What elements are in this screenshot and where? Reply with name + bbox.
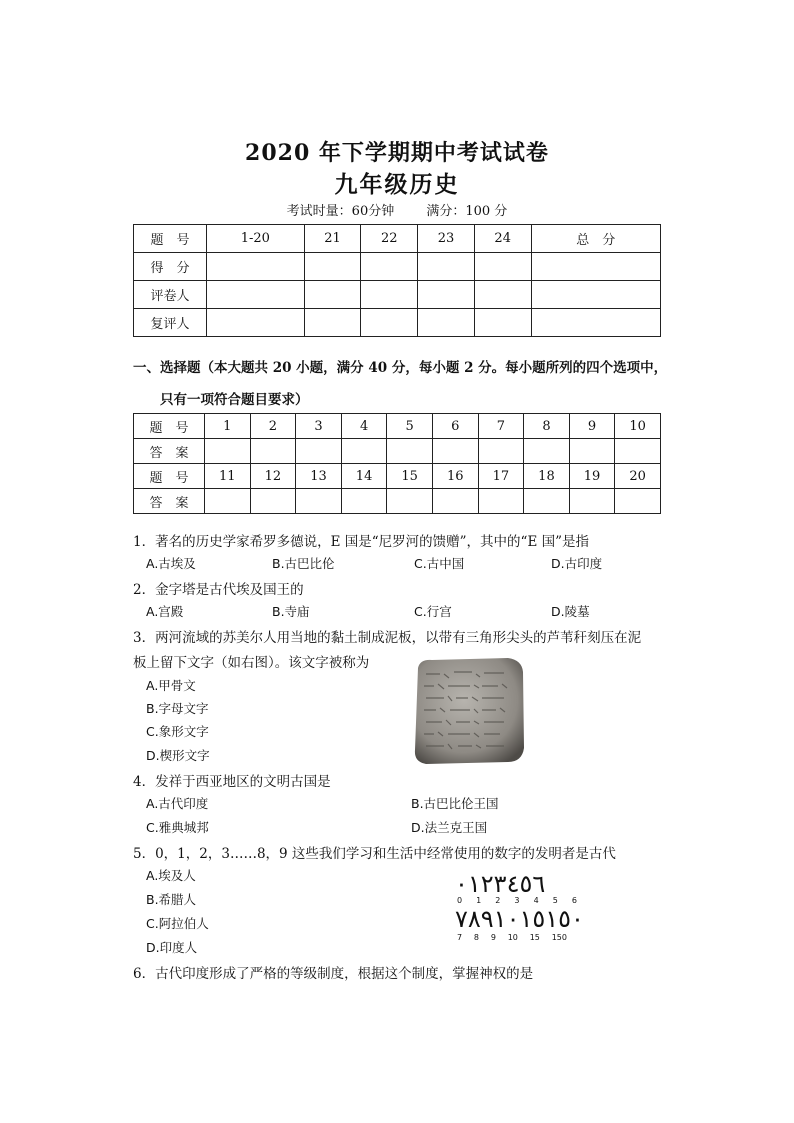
exam-title: 2020 年下学期期中考试试卷	[245, 140, 549, 166]
score-header-cell: 23	[418, 225, 475, 253]
question-3: 3．两河流域的苏美尔人用当地的黏土制成泥板，以带有三角形尖头的芦苇秆刻压在泥	[133, 630, 642, 646]
numeral-label: 1	[476, 896, 482, 905]
score-header-cell: 24	[474, 225, 531, 253]
question-number: 17	[478, 464, 524, 489]
score-table	[133, 224, 661, 337]
question-5: 5．0，1，2，3……8，9 这些我们学习和生活中经常使用的数字的发明者是古代	[133, 846, 616, 862]
question-number: 13	[296, 464, 342, 489]
option-d[interactable]: D.法兰克王国	[411, 820, 488, 835]
answer-num-label: 题 号	[134, 414, 205, 439]
numeral-label: 6	[571, 896, 577, 905]
answer-cell[interactable]	[478, 489, 524, 514]
question-2: 2．金字塔是古代埃及国王的	[133, 582, 304, 598]
answer-num-row	[134, 414, 661, 439]
section-heading: 一、选择题（本大题共 20 小题，满分 40 分，每小题 2 分。每小题所列的四个选项中，	[133, 360, 668, 376]
answer-cell[interactable]	[524, 439, 570, 464]
option-b[interactable]: B.古巴比伦	[272, 556, 335, 571]
question-number: 6	[432, 414, 478, 439]
exam-meta	[0, 200, 794, 219]
score-cell[interactable]	[531, 253, 660, 281]
section-heading-cont: 只有一项符合题目要求）	[160, 392, 309, 408]
answer-label: 答 案	[134, 439, 205, 464]
score-row-label: 复评人	[134, 309, 207, 337]
question-number: 5	[387, 414, 433, 439]
exam-time: 考试时量：60分钟	[286, 204, 395, 219]
score-cell[interactable]	[207, 309, 305, 337]
score-cell[interactable]	[361, 281, 418, 309]
option-a[interactable]: A.宫殿	[146, 604, 184, 619]
score-cell[interactable]	[207, 281, 305, 309]
option-c[interactable]: C.古中国	[414, 556, 465, 571]
score-cell[interactable]	[304, 281, 361, 309]
score-cell[interactable]	[361, 309, 418, 337]
answer-cell[interactable]	[205, 489, 251, 514]
answer-num-label: 题 号	[134, 464, 205, 489]
question-number: 11	[205, 464, 251, 489]
answer-cell[interactable]	[205, 439, 251, 464]
question-number: 15	[387, 464, 433, 489]
score-cell[interactable]	[418, 281, 475, 309]
answer-cell[interactable]	[250, 439, 296, 464]
answer-table	[133, 413, 661, 514]
numerals-row1-labels	[457, 896, 577, 905]
question-3-cont: 板上留下文字（如右图）。该文字被称为	[133, 655, 370, 671]
score-row	[134, 309, 661, 337]
question-number: 10	[615, 414, 661, 439]
exam-full-score: 满分：100 分	[426, 204, 508, 219]
numerals-row2-glyphs: ٧٨٩١٠١٥١٥٠	[455, 905, 584, 933]
option-a[interactable]: A.古埃及	[146, 556, 196, 571]
score-cell[interactable]	[531, 281, 660, 309]
question-number: 9	[569, 414, 615, 439]
score-header-cell: 总 分	[531, 225, 660, 253]
numeral-label: 8	[473, 933, 479, 942]
answer-label: 答 案	[134, 489, 205, 514]
numerals-row2-labels	[457, 933, 567, 942]
question-number: 2	[250, 414, 296, 439]
answer-cell[interactable]	[615, 439, 661, 464]
question-number: 18	[524, 464, 570, 489]
score-cell[interactable]	[474, 281, 531, 309]
numeral-label: 2	[495, 896, 501, 905]
exam-subtitle: 九年级历史	[334, 171, 460, 198]
answer-cell[interactable]	[432, 489, 478, 514]
answer-cell[interactable]	[432, 439, 478, 464]
question-number: 19	[569, 464, 615, 489]
option-d[interactable]: D.古印度	[551, 556, 603, 571]
question-number: 16	[432, 464, 478, 489]
score-row	[134, 253, 661, 281]
question-number: 8	[524, 414, 570, 439]
score-cell[interactable]	[207, 253, 305, 281]
numeral-label: 150	[551, 933, 567, 942]
answer-cell[interactable]	[478, 439, 524, 464]
numerals-row1-glyphs: ٠١٢٣٤٥٦	[455, 870, 546, 898]
option-a[interactable]: A.埃及人	[146, 868, 196, 883]
score-header-cell: 1-20	[207, 225, 305, 253]
numeral-label: 0	[457, 896, 463, 905]
score-cell[interactable]	[474, 253, 531, 281]
option-b[interactable]: B.希腊人	[146, 892, 197, 907]
option-b[interactable]: B.古巴比伦王国	[411, 796, 499, 811]
answer-row	[134, 439, 661, 464]
answer-cell[interactable]	[387, 439, 433, 464]
numerals-figure	[455, 870, 584, 944]
score-cell[interactable]	[418, 253, 475, 281]
option-c[interactable]: C.阿拉伯人	[146, 916, 209, 931]
answer-cell[interactable]	[615, 489, 661, 514]
question-4: 4．发祥于西亚地区的文明古国是	[133, 774, 331, 790]
question-number: 12	[250, 464, 296, 489]
score-cell[interactable]	[304, 309, 361, 337]
option-a[interactable]: A.古代印度	[146, 796, 209, 811]
answer-num-row	[134, 464, 661, 489]
score-cell[interactable]	[361, 253, 418, 281]
answer-cell[interactable]	[569, 439, 615, 464]
score-header-cell: 22	[361, 225, 418, 253]
question-number: 14	[341, 464, 387, 489]
score-cell[interactable]	[304, 253, 361, 281]
option-d[interactable]: D.楔形文字	[146, 748, 210, 763]
answer-cell[interactable]	[524, 489, 570, 514]
answer-cell[interactable]	[387, 489, 433, 514]
numeral-label: 15	[529, 933, 540, 942]
answer-cell[interactable]	[250, 489, 296, 514]
question-number: 7	[478, 414, 524, 439]
score-cell[interactable]	[418, 309, 475, 337]
question-number: 4	[341, 414, 387, 439]
score-row-label: 得 分	[134, 253, 207, 281]
answer-cell[interactable]	[341, 439, 387, 464]
answer-cell[interactable]	[296, 439, 342, 464]
option-c[interactable]: C.行宫	[414, 604, 452, 619]
numeral-label: 3	[514, 896, 520, 905]
option-c[interactable]: C.象形文字	[146, 724, 209, 739]
numeral-label: 4	[533, 896, 539, 905]
cuneiform-tablet-image	[410, 656, 528, 766]
option-c[interactable]: C.雅典城邦	[146, 820, 209, 835]
option-d[interactable]: D.陵墓	[551, 604, 590, 619]
numeral-label: 5	[552, 896, 558, 905]
score-cell[interactable]	[531, 309, 660, 337]
score-row	[134, 281, 661, 309]
score-row-label: 评卷人	[134, 281, 207, 309]
question-1: 1．著名的历史学家希罗多德说，E 国是“尼罗河的馈赠”，其中的“E 国”是指	[133, 534, 589, 550]
answer-cell[interactable]	[341, 489, 387, 514]
question-number: 3	[296, 414, 342, 439]
question-6: 6．古代印度形成了严格的等级制度，根据这个制度，掌握神权的是	[133, 966, 534, 982]
score-header-row	[134, 225, 661, 253]
option-b[interactable]: B.字母文字	[146, 701, 209, 716]
option-b[interactable]: B.寺庙	[272, 604, 310, 619]
numeral-label: 9	[490, 933, 496, 942]
numeral-label: 7	[457, 933, 463, 942]
score-header-cell: 21	[304, 225, 361, 253]
question-number: 20	[615, 464, 661, 489]
option-a[interactable]: A.甲骨文	[146, 678, 196, 693]
answer-cell[interactable]	[296, 489, 342, 514]
score-cell[interactable]	[474, 309, 531, 337]
question-number: 1	[205, 414, 251, 439]
numeral-label: 10	[507, 933, 518, 942]
option-d[interactable]: D.印度人	[146, 940, 198, 955]
answer-row	[134, 489, 661, 514]
score-header-cell: 题 号	[134, 225, 207, 253]
answer-cell[interactable]	[569, 489, 615, 514]
